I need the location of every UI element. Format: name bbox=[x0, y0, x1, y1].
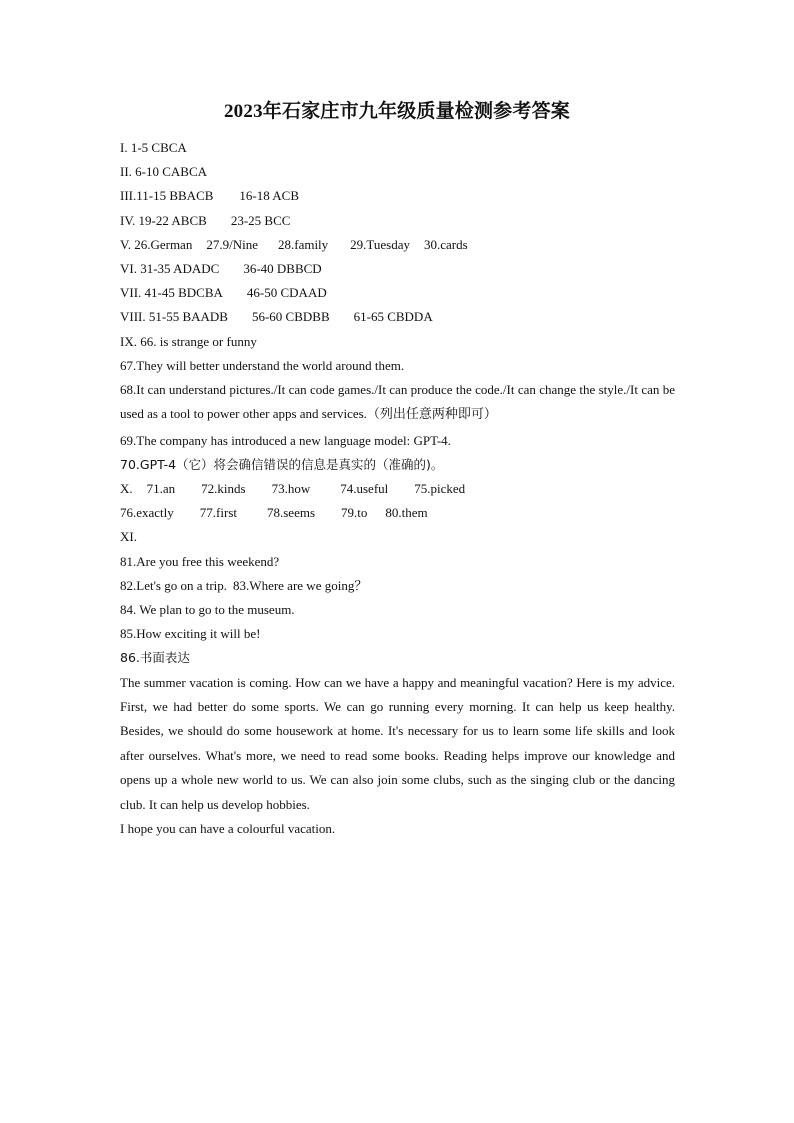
answer-item: 76.exactly bbox=[120, 505, 174, 521]
section-11-label: XI. bbox=[120, 529, 137, 545]
writing-section-heading: 86.书面表达 bbox=[120, 650, 190, 666]
answer-item: 82.Let's go on a trip. bbox=[120, 577, 228, 593]
answer-group: VIII. 51-55 BAADB bbox=[120, 309, 228, 325]
answer-line-section-4 bbox=[120, 209, 675, 233]
answer-item: 79.to bbox=[341, 505, 368, 521]
answer-item: 30.cards bbox=[424, 236, 468, 252]
answer-group: 56-60 CBDBB bbox=[251, 309, 330, 325]
answer-line-69: 69.The company has introduced a new language model: GPT-4. bbox=[120, 432, 451, 448]
answer-group: III.11-15 BBACB bbox=[120, 188, 214, 204]
answer-group: 46-50 CDAAD bbox=[246, 285, 327, 301]
answer-group: VII. 41-45 BDCBA bbox=[120, 285, 223, 301]
answer-line-67: 67.They will better understand the world around them. bbox=[120, 357, 405, 373]
answer-line-84: 84. We plan to go to the museum. bbox=[120, 602, 295, 617]
answer-line-section-10-row-1 bbox=[120, 477, 675, 501]
answer-line-85: 85.How exciting it will be! bbox=[120, 626, 261, 642]
answer-group: VI. 31-35 ADADC bbox=[120, 260, 220, 276]
answer-item: 27.9/Nine bbox=[206, 236, 258, 252]
page-title: 2023年石家庄市九年级质量检测参考答案 bbox=[223, 101, 570, 122]
answer-line-70: 70.GPT-4（它）将会确信错误的信息是真实的（准确的)。 bbox=[120, 456, 444, 472]
answer-item: 77.first bbox=[199, 505, 237, 521]
answer-item: 72.kinds bbox=[201, 481, 246, 497]
section-label: X. bbox=[120, 481, 133, 497]
answer-line-section-5 bbox=[120, 233, 675, 257]
essay-closing: I hope you can have a colourful vacation. bbox=[120, 821, 336, 836]
answer-group: 36-40 DBBCD bbox=[243, 260, 322, 276]
answer-item: 83.Where are we going？ bbox=[233, 577, 368, 593]
answer-group: 61-65 CBDDA bbox=[353, 309, 433, 325]
answer-line-section-3 bbox=[120, 184, 675, 208]
answer-line-section-7 bbox=[120, 281, 675, 305]
answer-group: 16-18 ACB bbox=[239, 188, 299, 204]
answer-group: 23-25 BCC bbox=[230, 212, 291, 228]
answer-item: 73.how bbox=[271, 481, 311, 497]
answer-group: IV. 19-22 ABCB bbox=[120, 212, 207, 228]
answer-line-section-2: II. 6-10 CABCA bbox=[120, 164, 208, 180]
answer-item: 80.them bbox=[385, 505, 428, 521]
answer-line-82-83 bbox=[120, 574, 675, 598]
answer-item: 75.picked bbox=[414, 481, 466, 497]
answer-paragraph-68: 68.It can understand pictures./It can code games./It can produce the code./It can change the style./It can be used as a tool to power other apps and services.（列出任意两种即可） bbox=[120, 381, 675, 422]
answer-item: V. 26.German bbox=[120, 236, 193, 252]
answer-item: 71.an bbox=[146, 481, 176, 497]
answer-line-section-6 bbox=[120, 257, 675, 281]
answer-line-section-10-row-2 bbox=[120, 501, 675, 525]
sample-essay: The summer vacation is coming. How can we have a happy and meaningful vacation? Here is my advice. First, we had better do some sports. We can go running every morning. It can help us keep healthy. Besides, we should do some housework at home. It's necessary for us to learn some life skills and look after ourselves. What's more, we need to read some books. Reading helps improve our knowledge and opens up a whole new world to us. We can also join some clubs, such as the singing club or the dancing club. It can help us develop hobbies. bbox=[120, 674, 675, 812]
answer-line-section-8 bbox=[120, 305, 675, 329]
answer-item: 74.useful bbox=[340, 481, 389, 497]
answer-line-section-1: I. 1-5 CBCA bbox=[120, 140, 187, 155]
answer-line-66: IX. 66. is strange or funny bbox=[120, 333, 257, 349]
answer-line-81: 81.Are you free this weekend? bbox=[120, 553, 280, 569]
answer-item: 78.seems bbox=[267, 505, 316, 521]
answer-content bbox=[120, 136, 675, 841]
answer-item: 29.Tuesday bbox=[350, 236, 411, 252]
answer-item: 28.family bbox=[277, 236, 329, 252]
